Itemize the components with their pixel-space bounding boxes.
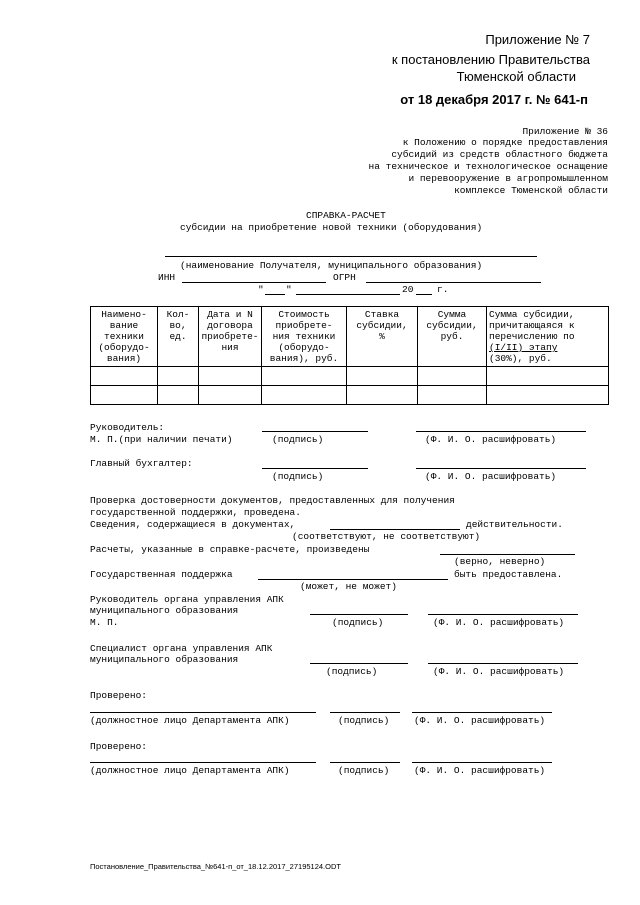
date-year-suffix: г. [437, 284, 449, 295]
head-fio-line[interactable] [416, 431, 586, 432]
support-decision-field[interactable] [258, 579, 448, 580]
table-cell[interactable] [199, 386, 262, 405]
apk-head-line-2: муниципального образования [90, 605, 239, 616]
header-line-4: от 18 декабря 2017 г. № 641-п [400, 92, 588, 107]
table-cell[interactable] [418, 386, 487, 405]
head-fio-caption: (Ф. И. О. расшифровать) [425, 434, 557, 445]
head-signature-line[interactable] [262, 431, 368, 432]
checked-fio-caption-2: (Ф. И. О. расшифровать) [414, 765, 546, 776]
checked-label-1: Проверено: [90, 690, 148, 701]
support-prefix: Государственная поддержка [90, 569, 233, 580]
verification-line-1: Проверка достоверности документов, предоставленных для получения [90, 495, 455, 506]
table-cell[interactable] [91, 386, 158, 405]
annex-line-4: на техническое и технологическое оснащение [368, 161, 608, 172]
recipient-caption: (наименование Получателя, муниципального образования) [180, 260, 483, 271]
checked-fio-line-1[interactable] [412, 712, 552, 713]
calc-caption: (верно, неверно) [454, 556, 546, 567]
doc-title: СПРАВКА-РАСЧЕТ [306, 210, 386, 221]
checked-signature-caption-1: (подпись) [338, 715, 390, 726]
apk-spec-line-1: Специалист органа управления АПК [90, 643, 273, 654]
table-row [91, 386, 609, 405]
header-line-1: Приложение № 7 [485, 32, 590, 47]
date-century: 20 [402, 284, 414, 295]
seal-label: М. П.(при наличии печати) [90, 434, 233, 445]
header-line-3: Тюменской области [456, 69, 576, 84]
checked-official-line-2[interactable] [90, 762, 316, 763]
checked-official-caption-2: (должностное лицо Департамента АПК) [90, 765, 290, 776]
head-signature-caption: (подпись) [272, 434, 324, 445]
checked-signature-caption-2: (подпись) [338, 765, 390, 776]
header-cell-amount: Сумма субсидии, руб. [418, 307, 487, 367]
info-caption: (соответствуют, не соответствуют) [292, 531, 481, 542]
apk-spec-signature-caption: (подпись) [326, 666, 378, 677]
apk-spec-fio-caption: (Ф. И. О. расшифровать) [433, 666, 565, 677]
date-quote-open: " [258, 284, 264, 295]
ogrn-label: ОГРН [333, 272, 356, 283]
checked-signature-line-2[interactable] [330, 762, 400, 763]
support-caption: (может, не может) [300, 581, 397, 592]
header-cell-name: Наимено- вание техники (оборудо- вания) [91, 307, 158, 367]
annex-line-3: субсидий из средств областного бюджета [391, 149, 608, 160]
table-cell[interactable] [418, 367, 487, 386]
header-cell-qty: Кол- во, ед. [158, 307, 199, 367]
apk-spec-fio-line[interactable] [428, 663, 578, 664]
inn-field[interactable] [182, 282, 326, 283]
annex-line-2: к Положению о порядке предоставления [402, 137, 608, 148]
table-cell[interactable] [347, 386, 418, 405]
recipient-name-line[interactable] [165, 256, 537, 257]
date-day-field[interactable] [265, 294, 285, 295]
table-cell[interactable] [347, 367, 418, 386]
annex-line-5: и перевооружение в агропромышленном [408, 173, 608, 184]
checked-label-2: Проверено: [90, 741, 148, 752]
table-row [91, 367, 609, 386]
header-line-2: к постановлению Правительства [391, 52, 590, 67]
accountant-signature-line[interactable] [262, 468, 368, 469]
subsidy-table [90, 306, 609, 405]
calc-result-field[interactable] [440, 554, 575, 555]
apk-head-fio-caption: (Ф. И. О. расшифровать) [433, 617, 565, 628]
header-cell-cost: Стоимость приобрете- ния техники (оборудо- вания), руб. [262, 307, 347, 367]
apk-head-line-1: Руководитель органа управления АПК [90, 594, 284, 605]
header-cell-payable: Сумма субсидии, причитающаяся к перечислению по (I/II) этапу (30%), руб. [487, 307, 609, 367]
table-cell[interactable] [91, 367, 158, 386]
accountant-fio-line[interactable] [416, 468, 586, 469]
doc-subtitle: субсидии на приобретение новой техники (оборудования) [180, 222, 483, 233]
apk-spec-signature-line[interactable] [310, 663, 408, 664]
date-month-field[interactable] [296, 294, 400, 295]
info-compliance-field[interactable] [330, 529, 460, 530]
chief-accountant-label: Главный бухгалтер: [90, 458, 193, 469]
inn-label: ИНН [158, 272, 176, 283]
header-cell-contract: Дата и N договора приобрете- ния [199, 307, 262, 367]
table-cell[interactable] [487, 367, 609, 386]
date-quote-close: " [286, 284, 292, 295]
checked-fio-caption-1: (Ф. И. О. расшифровать) [414, 715, 546, 726]
head-label: Руководитель: [90, 422, 165, 433]
checked-official-line-1[interactable] [90, 712, 316, 713]
accountant-fio-caption: (Ф. И. О. расшифровать) [425, 471, 557, 482]
support-suffix: быть предоставлена. [454, 569, 563, 580]
footer-filename: Постановление_Правительства_№641-п_от_18.12.2017_27195124.ODT [90, 862, 341, 871]
table-cell[interactable] [158, 386, 199, 405]
apk-head-signature-line[interactable] [310, 614, 408, 615]
table-cell[interactable] [487, 386, 609, 405]
info-suffix: действительности. [466, 519, 563, 530]
apk-head-signature-caption: (подпись) [332, 617, 384, 628]
annex-line-1: Приложение № 36 [522, 126, 608, 137]
checked-fio-line-2[interactable] [412, 762, 552, 763]
apk-head-fio-line[interactable] [428, 614, 578, 615]
table-header-row [91, 307, 609, 367]
header-cell-rate: Ставка субсидии, % [347, 307, 418, 367]
info-prefix: Сведения, содержащиеся в документах, [90, 519, 296, 530]
ogrn-field[interactable] [366, 282, 541, 283]
date-year-field[interactable] [416, 294, 432, 295]
accountant-signature-caption: (подпись) [272, 471, 324, 482]
table-cell[interactable] [199, 367, 262, 386]
table-cell[interactable] [158, 367, 199, 386]
table-cell[interactable] [262, 367, 347, 386]
checked-official-caption-1: (должностное лицо Департамента АПК) [90, 715, 290, 726]
calc-prefix: Расчеты, указанные в справке-расчете, произведены [90, 544, 370, 555]
apk-seal: М. П. [90, 617, 119, 628]
apk-spec-line-2: муниципального образования [90, 654, 239, 665]
verification-line-2: государственной поддержки, проведена. [90, 507, 301, 518]
annex-line-6: комплексе Тюменской области [454, 185, 608, 196]
table-cell[interactable] [262, 386, 347, 405]
checked-signature-line-1[interactable] [330, 712, 400, 713]
